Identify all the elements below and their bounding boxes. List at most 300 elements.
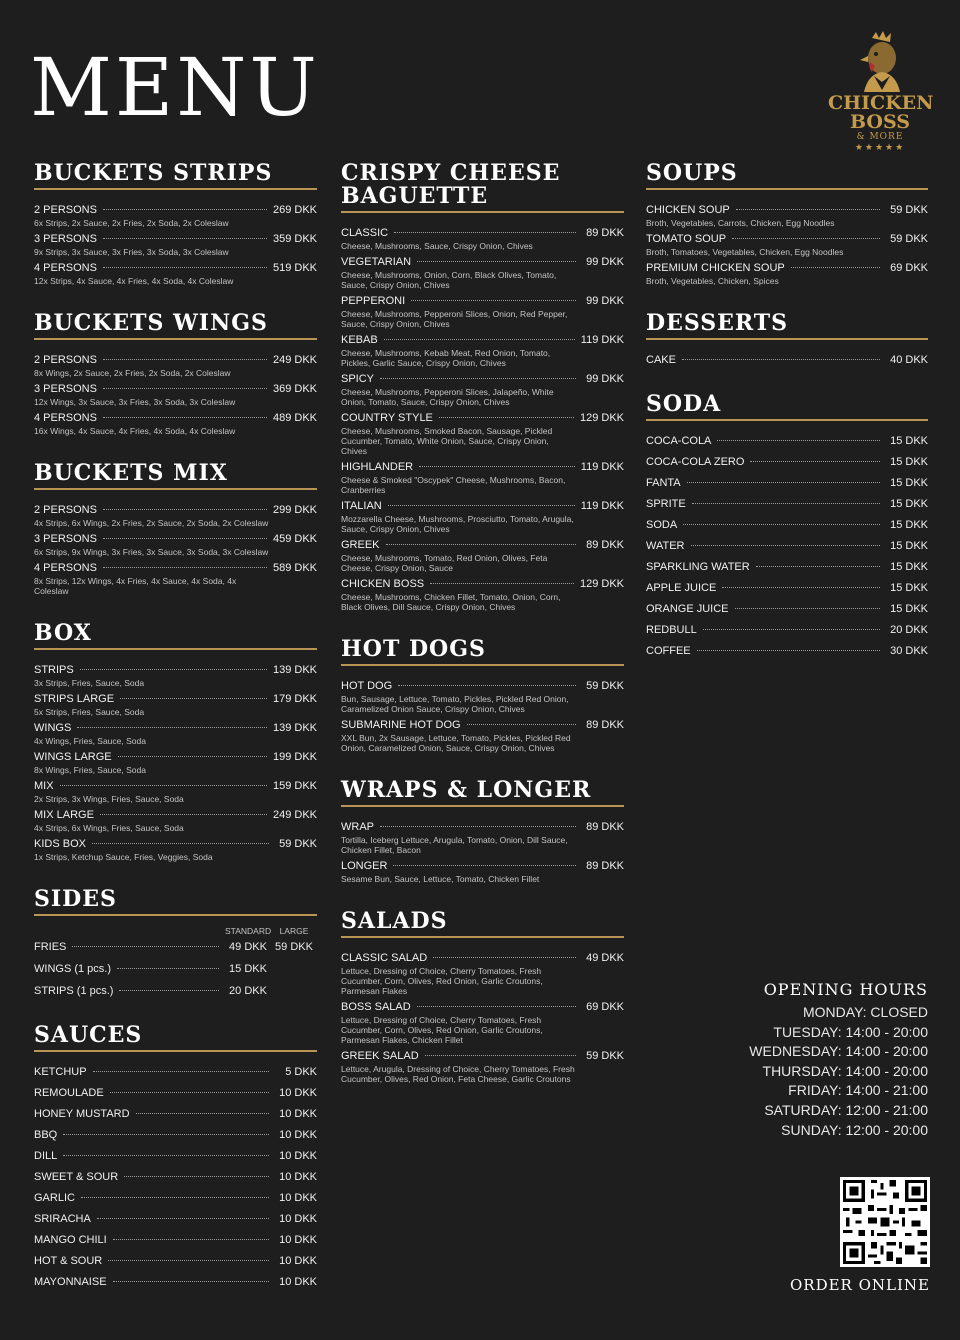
item-description: Mozzarella Cheese, Mushrooms, Prosciutto, Tomato, Arugula, Sauce, Crispy Onion, Chives: [341, 514, 574, 534]
dot-leader: [108, 1260, 269, 1261]
dot-leader: [417, 1006, 576, 1007]
order-online-label[interactable]: ORDER ONLINE: [789, 1276, 930, 1294]
dot-leader: [92, 843, 269, 844]
item-name: MIX LARGE: [34, 809, 94, 821]
item-price: 129 DKK: [579, 412, 624, 424]
menu-item: [34, 1129, 317, 1142]
sides-item-name: FRIES: [34, 941, 67, 953]
menu-item: [34, 722, 317, 746]
menu-item: [34, 1108, 317, 1121]
menu-item: [646, 435, 928, 448]
menu-item: [34, 693, 317, 717]
item-name: WINGS: [34, 722, 72, 734]
menu-item-row: [646, 519, 928, 532]
sides-price-standard: 20 DKK: [229, 985, 267, 997]
item-name: PREMIUM CHICKEN SOUP: [646, 262, 785, 274]
item-name: ORANGE JUICE: [646, 603, 729, 615]
item-list: [646, 354, 928, 367]
item-price: 89 DKK: [586, 539, 624, 551]
menu-item: [646, 624, 928, 637]
item-price: 15 DKK: [890, 561, 928, 573]
opening-hours-lines: [749, 1003, 928, 1140]
menu-item: [341, 821, 624, 855]
section-sides: [34, 888, 317, 998]
item-name: SPARKLING WATER: [646, 561, 750, 573]
item-price: 89 DKK: [586, 821, 624, 833]
item-price: 5 DKK: [285, 1066, 317, 1078]
menu-item: [646, 354, 928, 367]
dot-leader: [697, 650, 880, 651]
dot-leader: [103, 509, 267, 510]
dot-leader: [439, 417, 574, 418]
menu-item: [341, 295, 624, 329]
section-title: WRAPS & LONGER: [341, 779, 624, 807]
item-price: 159 DKK: [272, 780, 317, 792]
item-price: 519 DKK: [272, 262, 317, 274]
section-baguette: [341, 162, 624, 612]
item-price: 139 DKK: [272, 664, 317, 676]
dot-leader: [60, 785, 267, 786]
section-buckets-wings: [34, 312, 317, 436]
item-price: 99 DKK: [586, 295, 624, 307]
dot-leader: [717, 440, 880, 441]
menu-item-row: [34, 383, 317, 396]
opening-hours-line: SUNDAY: 12:00 - 20:00: [781, 1121, 928, 1138]
sides-header-standard: STANDARD: [225, 926, 272, 936]
item-price: 10 DKK: [279, 1213, 317, 1225]
menu-item-row: [34, 722, 317, 735]
menu-item-row: [341, 1050, 624, 1063]
opening-hours-line: THURSDAY: 14:00 - 20:00: [762, 1062, 928, 1079]
opening-hours-line: MONDAY: CLOSED: [803, 1004, 928, 1020]
sides-row: [34, 963, 317, 976]
item-description: Lettuce, Dressing of Choice, Cherry Tomatoes, Fresh Cucumber, Corn, Olives, Red Onion, Garlic Croutons, Parmesan Flakes: [341, 966, 543, 996]
item-name: CHICKEN BOSS: [341, 578, 425, 590]
item-name: REMOULADE: [34, 1087, 104, 1099]
item-description: 16x Wings, 4x Sauce, 4x Fries, 4x Soda, 4x Coleslaw: [34, 426, 236, 436]
section-title: BUCKETS WINGS: [34, 312, 317, 340]
section-title: SODA: [646, 393, 928, 421]
menu-item-row: [34, 780, 317, 793]
dot-leader: [703, 629, 880, 630]
dot-leader: [467, 724, 576, 725]
dot-leader: [110, 1092, 269, 1093]
sides-header: [34, 926, 317, 936]
dot-leader: [103, 267, 267, 268]
item-name: CAKE: [646, 354, 676, 366]
item-price: 269 DKK: [272, 204, 317, 216]
item-description: Cheese, Mushrooms, Pepperoni Slices, Jalapeño, White Onion, Tomato, Sauce, Crispy Onion, Chives: [341, 387, 554, 407]
dot-leader: [384, 339, 575, 340]
item-description: 9x Strips, 3x Sauce, 3x Fries, 3x Soda, 3x Coleslaw: [34, 247, 229, 257]
section-salads: [341, 910, 624, 1084]
item-price: 299 DKK: [272, 504, 317, 516]
dot-leader: [100, 814, 267, 815]
menu-item-row: [341, 500, 624, 513]
item-name: 2 PERSONS: [34, 504, 97, 516]
menu-item: [34, 383, 317, 407]
dot-leader: [113, 1281, 269, 1282]
item-name: STRIPS: [34, 664, 74, 676]
item-price: 10 DKK: [279, 1171, 317, 1183]
menu-item-row: [34, 1129, 317, 1142]
item-name: SPRITE: [646, 498, 686, 510]
dot-leader: [425, 1055, 576, 1056]
dot-leader: [433, 957, 576, 958]
item-price: 10 DKK: [279, 1108, 317, 1120]
menu-item: [341, 578, 624, 612]
item-description: 4x Strips, 6x Wings, 2x Fries, 2x Sauce, 2x Soda, 2x Coleslaw: [34, 518, 269, 528]
dot-leader: [722, 587, 880, 588]
menu-item: [341, 227, 624, 251]
menu-item: [341, 1050, 624, 1084]
dot-leader: [682, 359, 880, 360]
item-name: SPICY: [341, 373, 375, 385]
item-name: HIGHLANDER: [341, 461, 414, 473]
item-name: COFFEE: [646, 645, 691, 657]
menu-item: [646, 262, 928, 286]
opening-hours-title: OPENING HOURS: [763, 980, 928, 999]
menu-item-row: [34, 204, 317, 217]
item-description: Cheese, Mushrooms, Smoked Bacon, Sausage, Pickled Cucumber, Tomato, White Onion, Sauce, Crispy Onion, Chives: [341, 426, 553, 456]
item-description: XXL Bun, 2x Sausage, Lettuce, Tomato, Pickles, Pickled Red Onion, Caramelized Onion, Sauce, Crispy Onion, Chives: [341, 733, 571, 753]
menu-item: [341, 860, 624, 884]
menu-item-row: [341, 578, 624, 591]
item-name: WINGS LARGE: [34, 751, 112, 763]
menu-item: [34, 533, 317, 557]
item-price: 20 DKK: [890, 624, 928, 636]
item-description: 4x Wings, Fries, Sauce, Soda: [34, 736, 146, 746]
item-name: TOMATO SOUP: [646, 233, 727, 245]
dot-leader: [117, 968, 219, 969]
logo-name-line1: CHICKEN: [828, 92, 934, 114]
item-name: WRAP: [341, 821, 374, 833]
item-name: CHICKEN SOUP: [646, 204, 730, 216]
menu-item: [34, 809, 317, 833]
item-description: 3x Strips, Fries, Sauce, Soda: [34, 678, 145, 688]
item-price: 89 DKK: [586, 860, 624, 872]
menu-item-row: [341, 952, 624, 965]
item-name: 4 PERSONS: [34, 262, 97, 274]
menu-item-row: [34, 809, 317, 822]
menu-item: [646, 561, 928, 574]
section-title: SIDES: [34, 888, 317, 916]
item-list: [34, 504, 317, 596]
item-price: 10 DKK: [279, 1192, 317, 1204]
menu-item-row: [341, 256, 624, 269]
menu-item-row: [646, 540, 928, 553]
menu-item: [34, 1171, 317, 1184]
item-price: 10 DKK: [279, 1234, 317, 1246]
dot-leader: [136, 1113, 269, 1114]
item-description: Bun, Sausage, Lettuce, Tomato, Pickles, Pickled Red Onion, Caramelized Onion Sauce, Crispy Onion, Chives: [341, 694, 569, 714]
item-name: MIX: [34, 780, 54, 792]
item-price: 15 DKK: [890, 498, 928, 510]
item-name: 2 PERSONS: [34, 204, 97, 216]
menu-item: [341, 719, 624, 753]
menu-item: [341, 500, 624, 534]
dot-leader: [380, 378, 576, 379]
item-description: 8x Strips, 12x Wings, 4x Fries, 4x Sauce, 4x Soda, 4x Coleslaw: [34, 576, 237, 596]
menu-item-row: [34, 1192, 317, 1205]
sides-item-name: STRIPS (1 pcs.): [34, 985, 114, 997]
item-name: GREEK SALAD: [341, 1050, 419, 1062]
menu-item-row: [341, 860, 624, 873]
logo-stars: ★★★★★: [854, 142, 906, 152]
menu-item-row: [646, 582, 928, 595]
item-price: 129 DKK: [579, 578, 624, 590]
item-price: 179 DKK: [272, 693, 317, 705]
dot-leader: [388, 505, 575, 506]
item-description: 8x Wings, 2x Sauce, 2x Fries, 2x Soda, 2x Coleslaw: [34, 368, 231, 378]
item-name: HONEY MUSTARD: [34, 1108, 130, 1120]
item-description: 8x Wings, Fries, Sauce, Soda: [34, 765, 146, 775]
item-price: 10 DKK: [279, 1255, 317, 1267]
menu-item: [34, 780, 317, 804]
item-list: [341, 952, 624, 1084]
menu-item: [341, 461, 624, 495]
menu-item-row: [646, 435, 928, 448]
dot-leader: [411, 300, 576, 301]
item-price: 589 DKK: [272, 562, 317, 574]
menu-item: [341, 334, 624, 368]
item-name: STRIPS LARGE: [34, 693, 115, 705]
item-list: [341, 680, 624, 753]
dot-leader: [119, 990, 219, 991]
item-name: MAYONNAISE: [34, 1276, 107, 1288]
section-soda: [646, 393, 928, 658]
item-list: [34, 1066, 317, 1289]
item-price: 15 DKK: [890, 582, 928, 594]
menu-item-row: [646, 354, 928, 367]
dot-leader: [103, 567, 267, 568]
menu-item-row: [34, 1108, 317, 1121]
item-description: 12x Strips, 4x Sauce, 4x Fries, 4x Soda, 4x Coleslaw: [34, 276, 234, 286]
item-name: 4 PERSONS: [34, 412, 97, 424]
menu-title: MENU: [30, 41, 320, 134]
section-title: BUCKETS MIX: [34, 462, 317, 490]
item-price: 49 DKK: [586, 952, 624, 964]
item-name: ITALIAN: [341, 500, 382, 512]
section-box: [34, 622, 317, 862]
dot-leader: [394, 232, 576, 233]
menu-item-row: [34, 354, 317, 367]
section-buckets-strips: [34, 162, 317, 286]
section-title: SAUCES: [34, 1024, 317, 1052]
menu-item: [34, 204, 317, 228]
item-price: 10 DKK: [279, 1129, 317, 1141]
menu-item-row: [34, 1066, 317, 1079]
dot-leader: [124, 1176, 269, 1177]
sides-list: [34, 941, 317, 998]
item-name: FANTA: [646, 477, 681, 489]
dot-leader: [97, 1218, 269, 1219]
section-title: [341, 162, 624, 213]
chicken-boss-logo: [828, 30, 932, 152]
item-name: 3 PERSONS: [34, 233, 97, 245]
menu-item-row: [34, 504, 317, 517]
item-name: COCA-COLA: [646, 435, 712, 447]
rooster-icon: [848, 30, 912, 94]
menu-item: [341, 952, 624, 996]
item-list: [34, 204, 317, 286]
sides-row: [34, 985, 317, 998]
item-description: 4x Strips, 6x Wings, Fries, Sauce, Soda: [34, 823, 184, 833]
item-name: SUBMARINE HOT DOG: [341, 719, 461, 731]
item-description: Cheese & Smoked "Oscypek" Cheese, Mushrooms, Bacon, Cranberries: [341, 475, 566, 495]
menu-item-row: [646, 477, 928, 490]
menu-item-row: [341, 373, 624, 386]
menu-item-row: [646, 204, 928, 217]
item-description: Broth, Vegetables, Chicken, Spices: [646, 276, 779, 286]
section-title: BOX: [34, 622, 317, 650]
menu-item-row: [646, 262, 928, 275]
dot-leader: [103, 417, 267, 418]
item-name: 2 PERSONS: [34, 354, 97, 366]
menu-item-row: [341, 461, 624, 474]
item-price: 89 DKK: [586, 227, 624, 239]
item-list: [34, 354, 317, 436]
item-price: 119 DKK: [580, 334, 624, 346]
item-name: APPLE JUICE: [646, 582, 717, 594]
menu-item-row: [341, 821, 624, 834]
menu-item: [34, 751, 317, 775]
menu-item: [341, 539, 624, 573]
qr-code-icon[interactable]: [840, 1177, 930, 1267]
menu-item-row: [34, 693, 317, 706]
menu-item-row: [34, 533, 317, 546]
dot-leader: [81, 1197, 269, 1198]
menu-item: [34, 1234, 317, 1247]
section-title-line1: CRISPY CHEESE: [341, 160, 561, 186]
menu-item: [34, 1087, 317, 1100]
menu-item: [34, 1276, 317, 1289]
menu-item: [646, 498, 928, 511]
menu-item: [34, 838, 317, 862]
menu-item-row: [341, 539, 624, 552]
dot-leader: [118, 756, 267, 757]
section-hot-dogs: [341, 638, 624, 753]
item-name: CLASSIC: [341, 227, 389, 239]
menu-item-row: [341, 227, 624, 240]
menu-item: [34, 233, 317, 257]
item-name: BOSS SALAD: [341, 1001, 411, 1013]
menu-item-row: [34, 838, 317, 851]
section-title: DESSERTS: [646, 312, 928, 340]
item-price: 249 DKK: [272, 354, 317, 366]
sides-price-standard: 49 DKK: [229, 941, 267, 953]
menu-item-row: [34, 262, 317, 275]
item-description: Cheese, Mushrooms, Sauce, Crispy Onion, Chives: [341, 241, 533, 251]
item-name: HOT DOG: [341, 680, 393, 692]
menu-item-row: [646, 233, 928, 246]
item-name: COCA-COLA ZERO: [646, 456, 745, 468]
dot-leader: [430, 583, 574, 584]
item-list: [341, 821, 624, 884]
menu-item: [34, 1255, 317, 1268]
menu-item-row: [34, 1150, 317, 1163]
menu-item: [646, 204, 928, 228]
dot-leader: [386, 544, 576, 545]
item-price: 40 DKK: [890, 354, 928, 366]
menu-item: [341, 412, 624, 456]
dot-leader: [687, 482, 880, 483]
item-name: 3 PERSONS: [34, 533, 97, 545]
menu-item: [646, 519, 928, 532]
item-description: Lettuce, Dressing of Choice, Cherry Tomatoes, Fresh Cucumber, Corn, Olives, Red Onion, Garlic Croutons, Parmesan Flakes, Chicken Fillet: [341, 1015, 543, 1045]
item-description: Cheese, Mushrooms, Onion, Corn, Black Olives, Tomato, Sauce, Crispy Onion, Chives: [341, 270, 557, 290]
item-name: BBQ: [34, 1129, 58, 1141]
item-name: VEGETARIAN: [341, 256, 412, 268]
item-price: 69 DKK: [586, 1001, 624, 1013]
sides-row: [34, 941, 317, 954]
menu-item-row: [341, 1001, 624, 1014]
item-name: PEPPERONI: [341, 295, 406, 307]
dot-leader: [77, 727, 267, 728]
section-soups: [646, 162, 928, 286]
sides-header-large: LARGE: [279, 926, 309, 936]
dot-leader: [398, 685, 576, 686]
menu-column-middle: [341, 162, 624, 1110]
menu-item-row: [646, 498, 928, 511]
dot-leader: [113, 1239, 269, 1240]
item-price: 59 DKK: [890, 233, 928, 245]
item-description: Sesame Bun, Sauce, Lettuce, Tomato, Chicken Fillet: [341, 874, 540, 884]
dot-leader: [103, 359, 267, 360]
dot-leader: [692, 503, 880, 504]
menu-item: [646, 645, 928, 658]
dot-leader: [72, 946, 219, 947]
item-price: 30 DKK: [890, 645, 928, 657]
section-title: BUCKETS STRIPS: [34, 162, 317, 190]
menu-item: [646, 582, 928, 595]
item-description: 2x Strips, 3x Wings, Fries, Sauce, Soda: [34, 794, 184, 804]
opening-hours-line: FRIDAY: 14:00 - 21:00: [788, 1082, 928, 1099]
menu-item: [34, 1066, 317, 1079]
dot-leader: [93, 1071, 269, 1072]
menu-item: [34, 354, 317, 378]
opening-hours-line: TUESDAY: 14:00 - 20:00: [773, 1023, 928, 1040]
menu-item-row: [34, 412, 317, 425]
menu-item: [646, 603, 928, 616]
logo-subtitle: & MORE: [856, 132, 904, 142]
item-description: 6x Strips, 2x Sauce, 2x Fries, 2x Soda, 2x Coleslaw: [34, 218, 229, 228]
menu-item: [34, 1150, 317, 1163]
item-name: SODA: [646, 519, 678, 531]
section-title: SALADS: [341, 910, 624, 938]
menu-item-row: [341, 412, 624, 425]
dot-leader: [750, 461, 880, 462]
dot-leader: [103, 538, 267, 539]
sides-price-large: 59 DKK: [275, 941, 313, 953]
item-description: Cheese, Mushrooms, Pepperoni Slices, Onion, Red Pepper, Sauce, Crispy Onion, Chives: [341, 309, 568, 329]
item-description: Tortilla, Iceberg Lettuce, Arugula, Tomato, Onion, Dill Sauce, Chicken Fillet, Bacon: [341, 835, 568, 855]
item-price: 99 DKK: [586, 256, 624, 268]
item-price: 59 DKK: [279, 838, 317, 850]
sides-item-name: WINGS (1 pcs.): [34, 963, 112, 975]
menu-item-row: [34, 1276, 317, 1289]
dot-leader: [120, 698, 267, 699]
item-price: 119 DKK: [580, 500, 624, 512]
menu-item-row: [34, 233, 317, 246]
dot-leader: [63, 1134, 269, 1135]
menu-item: [341, 680, 624, 714]
menu-item: [341, 373, 624, 407]
dot-leader: [80, 669, 267, 670]
dot-leader: [791, 267, 880, 268]
menu-item-row: [34, 1234, 317, 1247]
item-price: 199 DKK: [272, 751, 317, 763]
